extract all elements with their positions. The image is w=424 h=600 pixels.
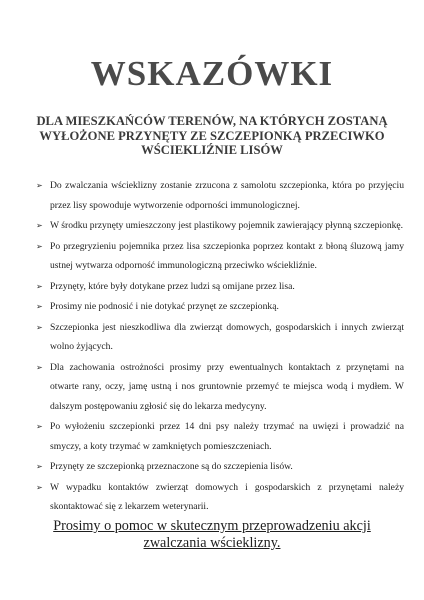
list-item-text: Przynęty ze szczepionką przeznaczone są do szczepienia lisów. [50,461,293,472]
list-item-text: Szczepionka jest nieszkodliwa dla zwierząt domowych, gospodarskich i innych zwierząt wolno żyjących. [50,321,404,352]
arrowhead-bullet-icon: ➢ [36,221,43,230]
list-item [36,237,404,276]
list-item [36,176,404,215]
list-item [36,358,404,417]
list-item [36,457,404,477]
page-title: WSKAZÓWKI [90,54,334,93]
arrowhead-bullet-icon: ➢ [36,281,43,291]
arrowhead-bullet-icon: ➢ [36,302,43,311]
list-item-text: Przynęty, które były dotykane przez ludzi są omijane przez lisa. [50,280,295,292]
arrowhead-bullet-icon: ➢ [36,362,43,372]
list-item-text: Po wyłożeniu szczepionki przez 14 dni psy należy trzymać na uwięzi i prowadzić na smyczy, a koty trzymać w zamkniętych pomieszczeniach. [50,421,404,452]
list-item-text: W wypadku kontaktów zwierząt domowych i gospodarskich z przynętami należy skontaktować się z lekarzem weterynarii. [50,481,404,512]
list-item-text: Po przegryzieniu pojemnika przez lisa szczepionka poprzez kontakt z błoną śluzową jamy ustnej wytwarza odporność immunologiczną przeciwko wściekliźnie. [50,240,404,271]
arrowhead-bullet-icon: ➢ [36,241,43,251]
instructions-list [36,176,404,518]
footer-appeal: Prosimy o pomoc w skutecznym przeprowadzeniu akcji zwalczania wścieklizny. [53,518,371,551]
list-item-text: W środku przynęty umieszczony jest plastikowy pojemnik zawierający płynną szczepionkę. [50,220,404,231]
list-item-text: Do zwalczania wścieklizny zostanie zrzucona z samolotu szczepionka, która po przyjęciu przez lisy spowoduje wytworzenie odporności immunologicznej. [50,180,404,211]
arrowhead-bullet-icon: ➢ [36,462,43,471]
list-item [36,318,404,357]
page-subtitle: DLA MIESZKAŃCÓW TERENÓW, NA KTÓRYCH ZOSTANĄ WYŁOŻONE PRZYNĘTY ZE SZCZEPIONKĄ PRZECIWKO WŚCIEKLIŹNIE LISÓW [36,114,388,157]
list-item [36,297,404,317]
list-item [36,277,404,297]
arrowhead-bullet-icon: ➢ [36,181,43,190]
arrowhead-bullet-icon: ➢ [36,322,43,332]
list-item [36,478,404,517]
arrowhead-bullet-icon: ➢ [36,482,43,492]
list-item [36,216,404,236]
list-item-text: Prosimy nie podnosić i nie dotykać przynęt ze szczepionką. [50,301,279,312]
list-item-text: Dla zachowania ostrożności prosimy przy ewentualnych kontaktach z przynętami na otwarte rany, oczy, jamę ustną i nos gruntownie przemyć te miejsca wodą i mydłem. W dalszym postępowaniu zgłosić się do lekarza medycyny. [50,361,404,412]
arrowhead-bullet-icon: ➢ [36,422,43,431]
list-item [36,417,404,456]
